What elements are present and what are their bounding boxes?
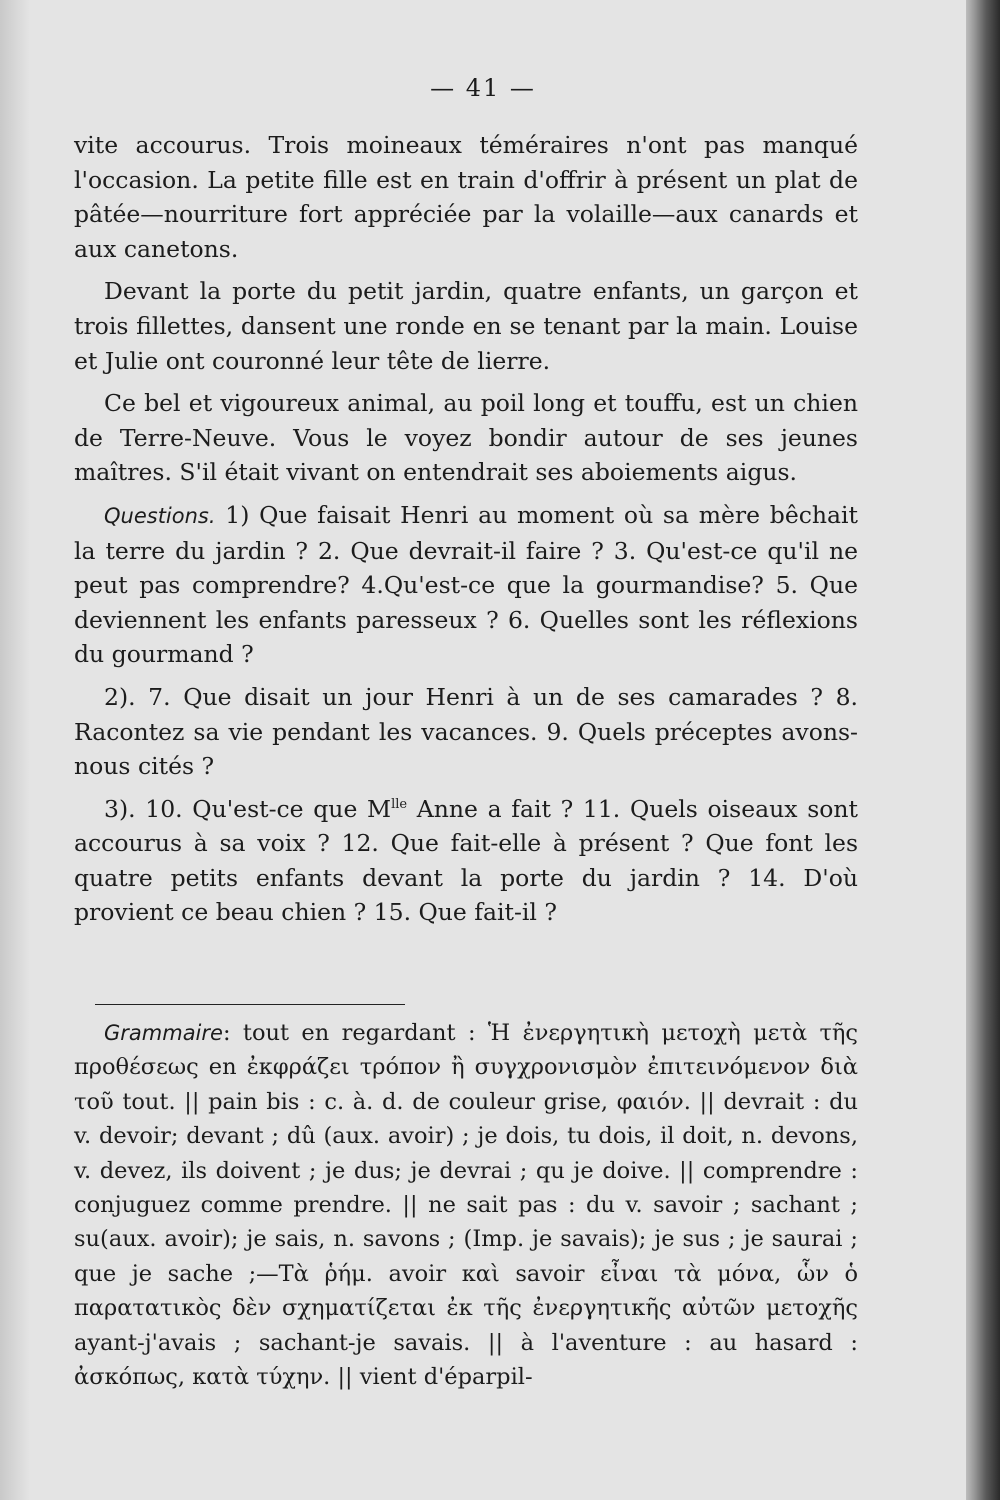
page-gutter-shadow xyxy=(0,0,30,1500)
paragraph-1: vite accourus. Trois moineaux téméraires n'ont pas manqué l'occasion. La petite fille est en train d'offrir à présent un plat de pâtée—nourriture fort appréciée par la volaille—aux canards et aux canetons. xyxy=(74,131,858,263)
questions-part-2: 2). 7. Que disait un jour Henri à un de ses camarades ? 8. Racontez sa vie pendant les vacances. 9. Quels préceptes avons-nous cités ? xyxy=(74,682,858,781)
grammar-paragraph xyxy=(74,1016,858,1394)
grammar-notes xyxy=(74,1016,858,1394)
paragraph-2: Devant la porte du petit jardin, quatre enfants, un garçon et trois fillettes, dansent une ronde en se tenant par la main. Louise et Julie ont couronné leur tête de lierre. xyxy=(74,277,858,375)
paragraph-3: Ce bel et vigoureux animal, au poil long et touffu, est un chien de Terre-Neuve. Vous le voyez bondir autour de ses jeunes maîtres. S'il était vivant on entendrait ses aboiements aigus. xyxy=(74,389,858,487)
page-number: — 41 — xyxy=(430,74,536,102)
section-divider xyxy=(95,1004,405,1005)
questions-part-1 xyxy=(74,498,858,672)
mademoiselle-superscript: lle xyxy=(391,796,408,812)
grammar-text: : tout en regardant : Ἡ ἐνεργητικὴ μετοχὴ μετὰ τῆς προθέσεως en ἐκφράζει τρόπον ἢ συγχρονισμὸν ἐπιτεινόμενον διὰ τοῦ tout. || pain bis : c. à. d. de couleur grise, φαιόν. || devrait : du v. devoir; devant ; dû (aux. avoir) ; je dois, tu dois, il doit, n. devons, v. devez, ils doivent ; je dus; je devrai ; qu je doive. || comprendre : conjuguez comme prendre. || ne sait pas : du v. savoir ; sachant ; su(aux. avoir); je sais, n. savons ; (Imp. je savais); je sus ; je saurai ; que je sache ;—Τὰ ῥήμ. avoir καὶ savoir εἶναι τὰ μόνα, ὧν ὁ παρατατικὸς δὲν σχηματίζεται ἐκ τῆς ἐνεργητικῆς αὐτῶν μετοχῆς ayant-j'avais ; sachant-je savais. || à l'aventure : au hasard : ἀσκόπως, κατὰ τύχην. || vient d'éparpil- xyxy=(74,1020,858,1391)
questions-part-3-end: Anne a fait ? 11. Quels oiseaux sont accourus à sa voix ? 12. Que fait-elle à présent ? Que font les quatre petits enfants devant la porte du jardin ? 14. D'où provient ce beau chien ? 15. Que fait-il ? xyxy=(74,794,858,927)
questions-label: Questions. xyxy=(104,503,216,528)
grammar-label: Grammaire xyxy=(104,1021,223,1045)
main-text xyxy=(74,128,858,938)
questions-part-3-start: 3). 10. Qu'est-ce que M xyxy=(104,794,392,823)
questions-part-3 xyxy=(74,792,858,930)
book-binding-edge xyxy=(966,0,1000,1500)
questions-part-1-text: 1) Que faisait Henri au moment où sa mère bêchait la terre du jardin ? 2. Que devrait-il faire ? 3. Qu'est-ce qu'il ne peut pas comprendre? 4.Qu'est-ce que la gourmandise? 5. Que deviennent les enfants paresseux ? 6. Quelles sont les réflexions du gourmand ? xyxy=(74,500,858,669)
